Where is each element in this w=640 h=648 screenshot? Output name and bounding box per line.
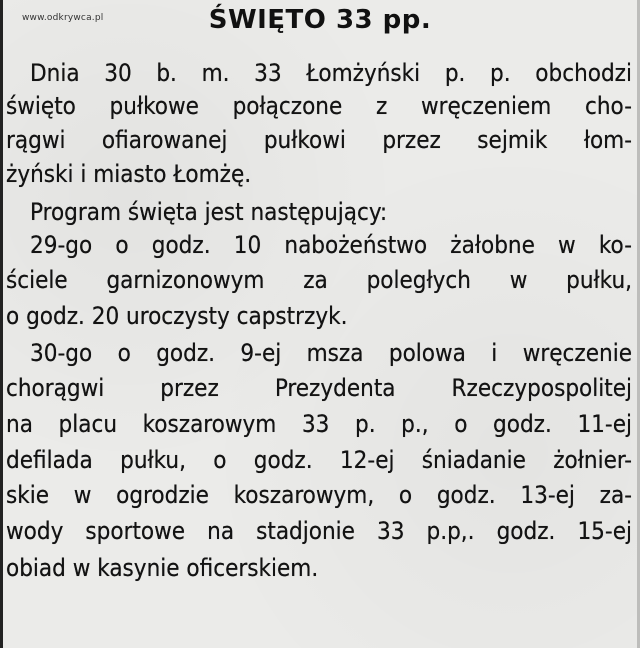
article-line-7: ściele garnizonowym za poległych w pułku, [6, 266, 632, 294]
article-line-15: obiad w kasynie oficerskiem. [6, 554, 319, 582]
article-line-11: na placu koszarowym 33 p. p., o godz. 11-ej [6, 410, 632, 438]
article-line-8: o godz. 20 uroczysty capstrzyk. [6, 302, 348, 330]
article-line-1: Dnia 30 b. m. 33 Łomżyński p. p. obchodzi [30, 59, 632, 87]
article-title: ŚWIĘTO 33 pp. [208, 5, 432, 35]
column-rule-left [0, 0, 3, 648]
article-line-3: rągwi ofiarowanej pułkowi przez sejmik łom- [6, 126, 632, 154]
article-line-9: 30-go o godz. 9-ej msza polowa i wręczenie [30, 339, 632, 367]
article-line-4: żyński i miasto Łomżę. [6, 160, 252, 188]
watermark: www.odkrywca.pl [22, 13, 104, 23]
article-line-14: wody sportowe na stadjonie 33 p.p,. godz. 15-ej [6, 517, 632, 545]
article-line-6: 29-go o godz. 10 nabożeństwo żałobne w ko- [30, 231, 632, 259]
article-line-5: Program święta jest następujący: [30, 198, 388, 226]
article-line-12: defilada pułku, o godz. 12-ej śniadanie żołnier- [6, 446, 632, 474]
article-line-13: skie w ogrodzie koszarowym, o godz. 13-ej za- [6, 481, 632, 509]
article-line-2: święto pułkowe połączone z wręczeniem cho- [6, 92, 632, 120]
article-line-10: chorągwi przez Prezydenta Rzeczypospolitej [6, 374, 632, 402]
